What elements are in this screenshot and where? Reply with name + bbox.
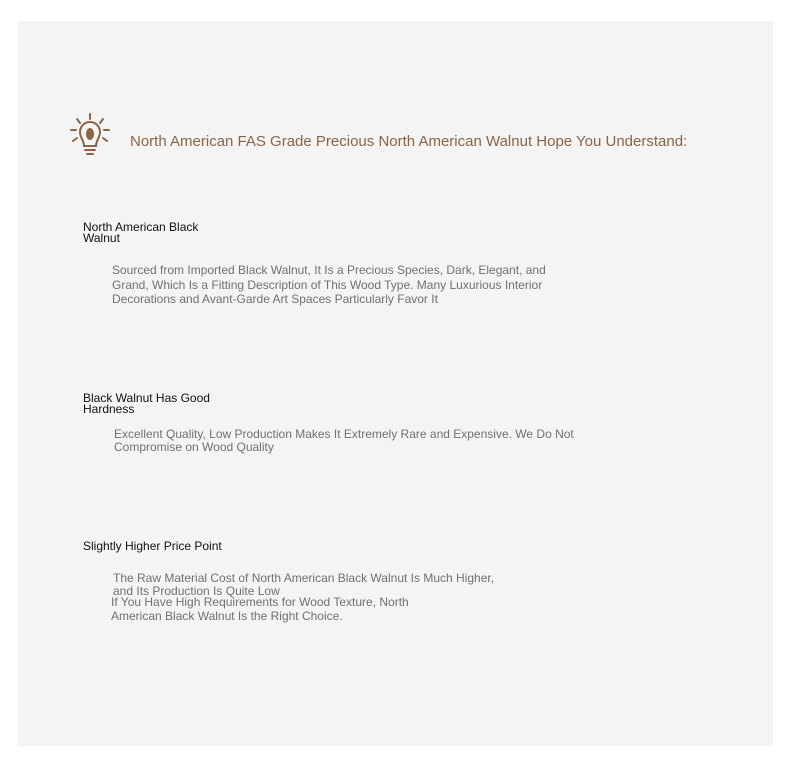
section-description-extra [111,596,409,623]
content-panel [18,21,773,746]
lightbulb-icon [70,113,110,157]
description-line: Excellent Quality, Low Production Makes It Extremely Rare and Expensive. We Do Not [114,427,574,441]
section-title-line: Slightly Higher Price Point [83,539,222,553]
description-line: Decorations and Avant-Garde Art Spaces Particularly Favor It [112,292,438,306]
section-title-line: North American Black [83,220,199,234]
description-line: and Its Production Is Quite Low [113,583,280,598]
description-line: If You Have High Requirements for Wood Texture, North [111,595,409,609]
description-line: The Raw Material Cost of North American Black Walnut Is Much Higher, [113,571,495,585]
description-line: Grand, Which Is a Fitting Description of This Wood Type. Many Luxurious Interior [112,277,543,292]
section-title-price [83,541,222,552]
description-line: American Black Walnut Is the Right Choice. [111,608,343,623]
section-title-line: Hardness [83,402,135,416]
section-description [113,572,494,597]
page-heading: North American FAS Grade Precious North American Walnut Hope You Understand: [130,133,688,150]
section-title-hardness [83,393,210,415]
section-description [112,263,546,307]
section-description [114,428,574,454]
section-title-line: Walnut [83,231,120,245]
description-line: Sourced from Imported Black Walnut, It Is a Precious Species, Dark, Elegant, and [112,263,546,277]
section-title-line: Black Walnut Has Good [83,391,210,405]
section-title-black-walnut [83,222,198,244]
description-line: Compromise on Wood Quality [114,440,274,454]
